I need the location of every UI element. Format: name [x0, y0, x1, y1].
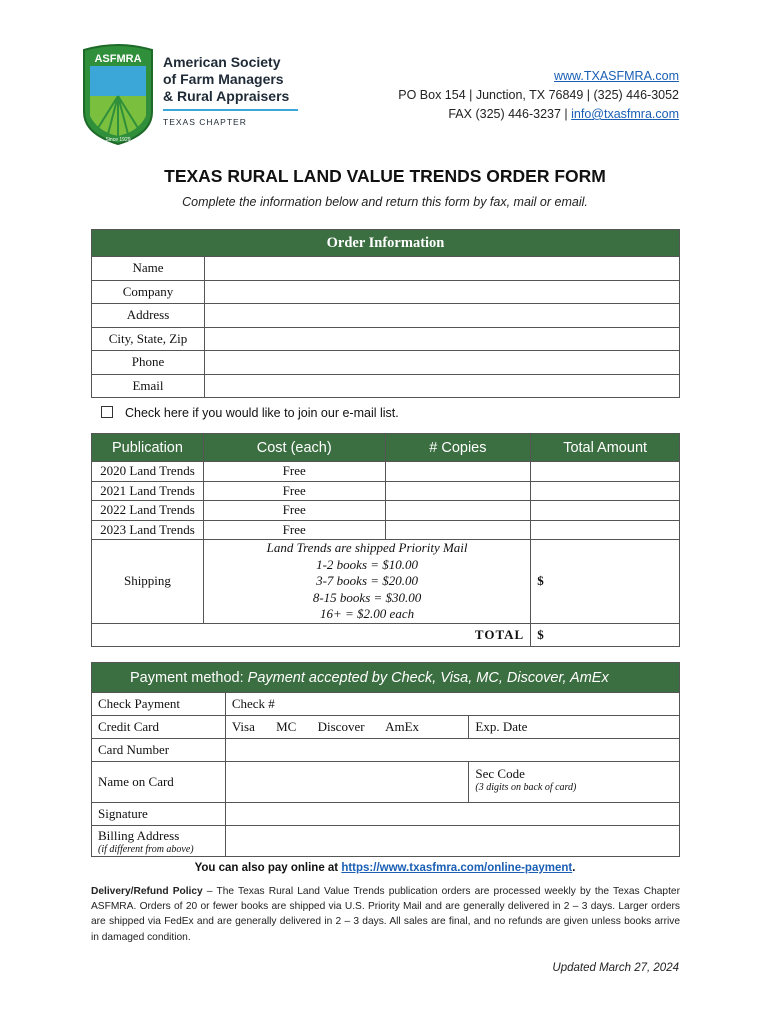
col-header-total: Total Amount	[531, 434, 680, 462]
logo-since: Since 1929	[105, 137, 131, 143]
address-label: Address	[92, 304, 205, 328]
copies-field[interactable]	[385, 501, 531, 521]
asfmra-logo	[78, 42, 158, 146]
org-name-line3: & Rural Appraisers	[163, 88, 290, 104]
online-payment-link[interactable]: https://www.txasfmra.com/online-payment	[341, 862, 573, 874]
email-list-option	[101, 406, 399, 420]
fax-number: FAX (325) 446-3237 |	[448, 107, 572, 121]
publication-name: 2022 Land Trends	[92, 501, 204, 521]
city-state-zip-field[interactable]	[205, 327, 680, 351]
shipping-rate: 16+ = $2.00 each	[320, 606, 415, 621]
publications-table	[91, 433, 680, 647]
online-payment-note	[0, 862, 770, 874]
email-list-checkbox[interactable]	[101, 406, 113, 418]
sec-code-label: Sec Code	[475, 766, 525, 781]
credit-card-label: Credit Card	[92, 716, 226, 739]
email-link[interactable]: info@txasfmra.com	[571, 107, 679, 121]
phone-label: Phone	[92, 351, 205, 375]
org-name-block	[163, 54, 303, 127]
amount-field[interactable]	[531, 462, 680, 482]
chapter-label: TEXAS CHAPTER	[163, 117, 247, 127]
logo-text: ASFMRA	[94, 53, 142, 65]
contact-block	[398, 67, 679, 124]
order-information-heading: Order Information	[92, 230, 680, 257]
total-amount-field[interactable]: $	[531, 623, 680, 646]
policy-label: Delivery/Refund Policy	[91, 886, 203, 897]
org-divider	[163, 109, 298, 111]
payment-heading-label: Payment method:	[130, 669, 248, 686]
name-on-card-field[interactable]	[225, 762, 469, 803]
table-row	[92, 501, 680, 521]
publication-cost: Free	[203, 481, 385, 501]
amount-field[interactable]	[531, 481, 680, 501]
mc-option[interactable]: MC	[276, 719, 297, 734]
total-label: TOTAL	[92, 623, 531, 646]
online-payment-text: You can also pay online at	[194, 862, 342, 874]
publication-cost: Free	[203, 520, 385, 540]
billing-address-note: (if different from above)	[98, 843, 194, 855]
payment-heading-methods: Payment accepted by Check, Visa, MC, Discover, AmEx	[247, 669, 609, 686]
payment-heading	[92, 663, 680, 693]
sec-code-field[interactable]	[469, 762, 680, 803]
billing-address-cell	[92, 826, 226, 857]
page-subtitle: Complete the information below and return this form by fax, mail or email.	[182, 195, 588, 209]
email-field[interactable]	[205, 374, 680, 398]
billing-address-label: Billing Address	[98, 827, 180, 843]
policy-text: – The Texas Rural Land Value Trends publication orders are processed weekly by the Texas Chapter ASFMRA. Orders of 20 or fewer books are shipped via U.S. Priority Mail and are generally delivered in 2 – 3 days. Larger orders are shipped via FedEx and are generally delivered in 2 – 3 days. All sales are final, and no refunds are given unless books arrive in damaged condition.	[91, 886, 680, 943]
check-payment-label: Check Payment	[92, 693, 226, 716]
shipping-rate: 3-7 books = $20.00	[316, 573, 419, 588]
signature-label: Signature	[92, 803, 226, 826]
name-on-card-label: Name on Card	[92, 762, 226, 803]
shipping-label: Shipping	[92, 540, 204, 624]
company-field[interactable]	[205, 280, 680, 304]
name-label: Name	[92, 257, 205, 281]
shipping-note: Land Trends are shipped Priority Mail	[266, 540, 468, 555]
shipping-rate: 8-15 books = $30.00	[312, 589, 422, 605]
col-header-copies: # Copies	[385, 434, 531, 462]
check-number-field[interactable]: Check #	[225, 693, 679, 716]
publication-cost: Free	[203, 462, 385, 482]
discover-option[interactable]: Discover	[317, 719, 365, 734]
org-name-line2: of Farm Managers	[163, 71, 284, 87]
total-row	[92, 623, 680, 646]
updated-date: Updated March 27, 2024	[552, 962, 679, 974]
payment-table	[91, 662, 680, 857]
publication-name: 2023 Land Trends	[92, 520, 204, 540]
city-state-zip-label: City, State, Zip	[92, 327, 205, 351]
amex-option[interactable]: AmEx	[385, 719, 420, 734]
email-list-label: Check here if you would like to join our e-mail list.	[125, 406, 399, 420]
shipping-rate: 1-2 books = $10.00	[316, 556, 419, 572]
publication-name: 2020 Land Trends	[92, 462, 204, 482]
address-field[interactable]	[205, 304, 680, 328]
card-type-options	[225, 716, 469, 739]
publication-cost: Free	[203, 501, 385, 521]
table-row	[92, 481, 680, 501]
online-payment-period: .	[572, 862, 576, 874]
shipping-row	[92, 540, 680, 624]
exp-date-field[interactable]: Exp. Date	[469, 716, 680, 739]
table-row	[92, 462, 680, 482]
copies-field[interactable]	[385, 520, 531, 540]
order-information-table	[91, 229, 680, 398]
card-number-label: Card Number	[92, 739, 226, 762]
publication-name: 2021 Land Trends	[92, 481, 204, 501]
visa-option[interactable]: Visa	[231, 719, 255, 734]
page-title: TEXAS RURAL LAND VALUE TRENDS ORDER FORM	[164, 166, 606, 186]
card-number-field[interactable]	[225, 739, 679, 762]
billing-address-field[interactable]	[225, 826, 679, 857]
phone-field[interactable]	[205, 351, 680, 375]
amount-field[interactable]	[531, 520, 680, 540]
company-label: Company	[92, 280, 205, 304]
website-link[interactable]: www.TXASFMRA.com	[553, 69, 679, 83]
col-header-cost: Cost (each)	[203, 434, 385, 462]
refund-policy	[91, 884, 680, 945]
copies-field[interactable]	[385, 462, 531, 482]
shipping-amount-field[interactable]: $	[531, 540, 680, 624]
mailing-address: PO Box 154 | Junction, TX 76849 | (325) 446-3052	[398, 88, 679, 102]
signature-field[interactable]	[225, 803, 679, 826]
table-row	[92, 520, 680, 540]
org-name-line1: American Society	[163, 54, 281, 70]
email-label: Email	[92, 374, 205, 398]
col-header-publication: Publication	[92, 434, 204, 462]
name-field[interactable]	[205, 257, 680, 281]
sec-code-note: (3 digits on back of card)	[475, 782, 577, 793]
copies-field[interactable]	[385, 481, 531, 501]
shipping-rates	[203, 540, 530, 624]
amount-field[interactable]	[531, 501, 680, 521]
